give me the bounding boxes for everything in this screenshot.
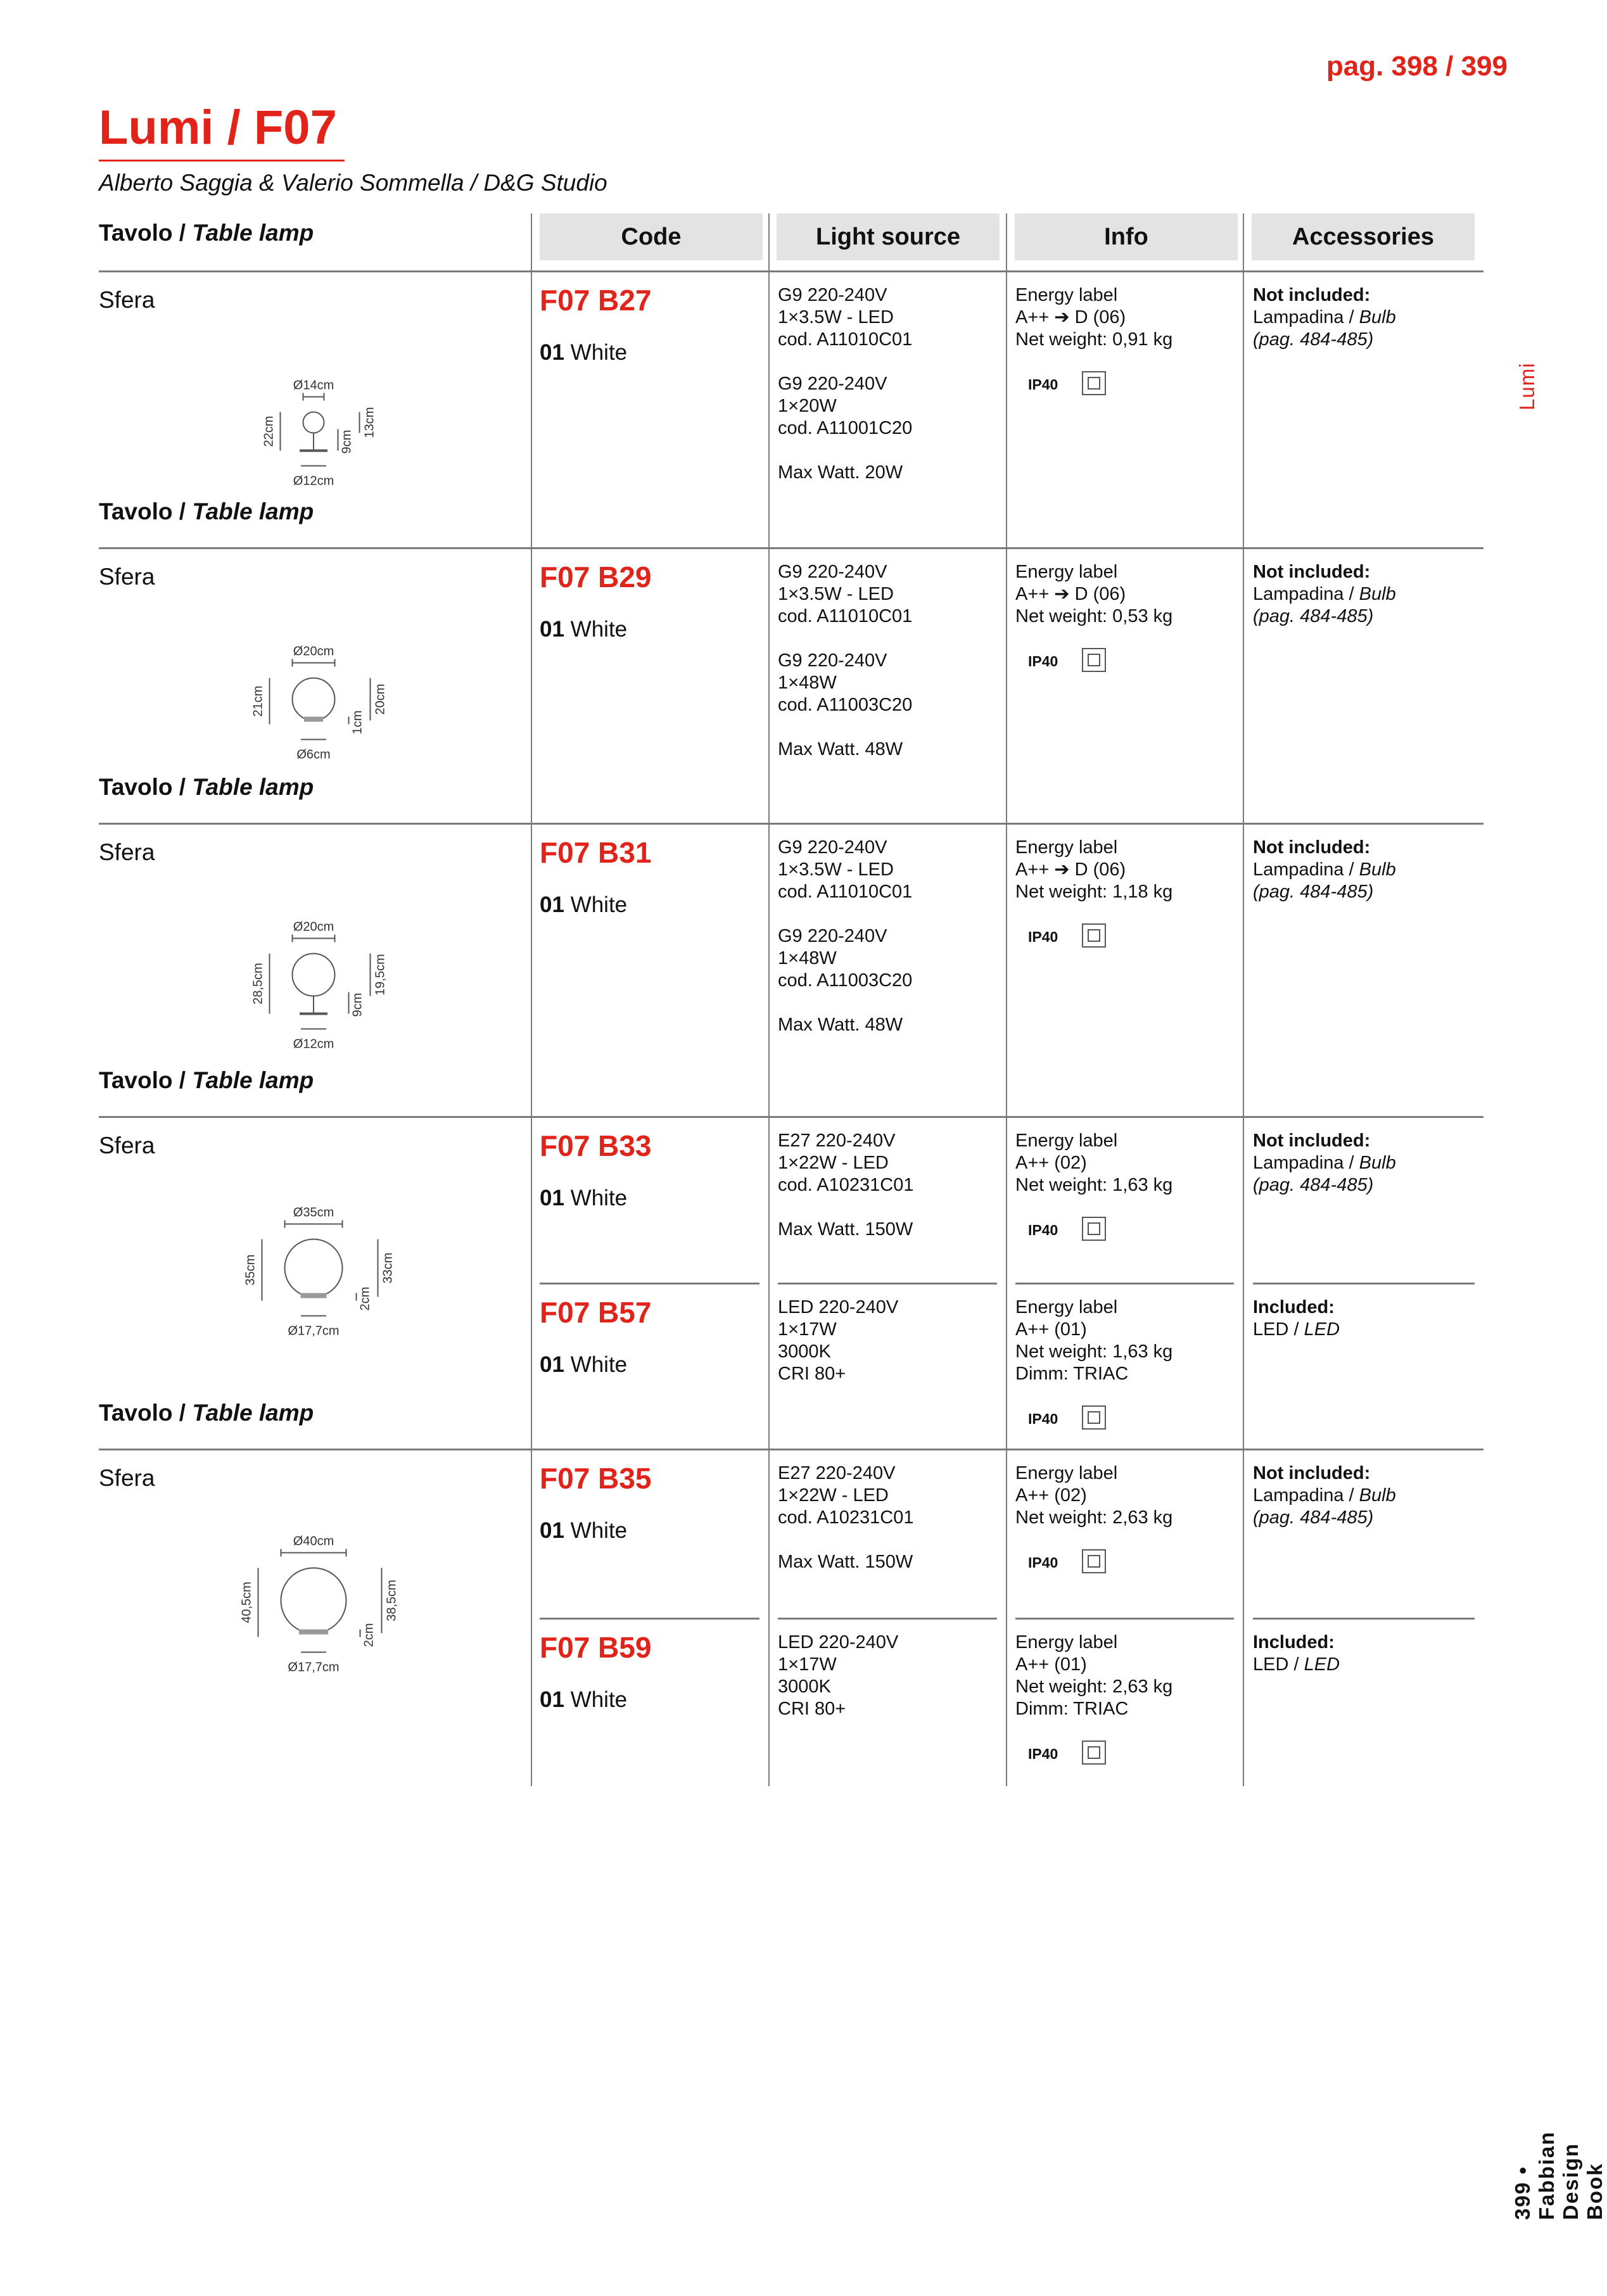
base-shape (304, 717, 323, 722)
info-text: Energy label A++ ➔ D (06) Net weight: 0,91 kg (1015, 285, 1173, 350)
category-label: Tavolo / Table lamp (99, 220, 314, 246)
product-name: Sfera (99, 1465, 155, 1491)
dim-label-bottom: Ø6cm (296, 747, 331, 762)
product-code: F07 B59 (540, 1630, 652, 1664)
column-divider (1006, 1449, 1007, 1786)
info-text: Energy label A++ (02) Net weight: 2,63 kg (1015, 1463, 1173, 1528)
category-en: Table lamp (192, 774, 314, 800)
column-divider (768, 213, 770, 547)
dim-label-left: 40,5cm (239, 1582, 254, 1623)
dim-label-right: 19,5cm (373, 954, 388, 996)
info-text: Energy label A++ (02) Net weight: 1,63 kg (1015, 1131, 1173, 1195)
accessory-en: LED (1304, 1319, 1340, 1340)
category-label (99, 498, 314, 525)
category-label (99, 774, 314, 801)
variant-divider (778, 1283, 997, 1284)
color-code: 01 (540, 892, 564, 917)
lamp-dimension-drawing (155, 327, 472, 505)
category-it: Tavolo (99, 774, 173, 800)
accessory-it: Lampadina (1253, 859, 1344, 880)
dim-label-top: Ø14cm (293, 378, 334, 393)
variant-divider (1015, 1618, 1234, 1620)
accessory-it: LED (1253, 1654, 1289, 1675)
row-divider (99, 1449, 1483, 1450)
accessories-title: Included: (1253, 1297, 1335, 1317)
light-source-text: LED 220-240V 1×17W 3000K CRI 80+ (778, 1632, 899, 1719)
accessory-en: LED (1304, 1654, 1340, 1675)
column-divider (1006, 1116, 1007, 1449)
category-label (99, 1067, 314, 1094)
globe-shape (303, 412, 324, 433)
color-name: White (570, 617, 628, 642)
column-divider (1243, 823, 1244, 1116)
color-code: 01 (540, 617, 564, 642)
light-source-text: E27 220-240V 1×22W - LED cod. A10231C01 Max Watt. 150W (778, 1463, 914, 1572)
column-divider (768, 547, 770, 823)
dim-label-right-small: 9cm (350, 993, 365, 1017)
info-text: Energy label A++ ➔ D (06) Net weight: 1,18 kg (1015, 837, 1173, 902)
product-code: F07 B33 (540, 1129, 652, 1162)
designer-credit: Alberto Saggia & Valerio Sommella / D&G Studio (99, 170, 607, 196)
variant-divider (778, 1618, 997, 1620)
lamp-dimension-drawing (155, 1173, 472, 1350)
color-code: 01 (540, 1687, 564, 1712)
dim-label-left: 28,5cm (251, 963, 265, 1005)
dim-label-top: Ø40cm (293, 1534, 334, 1549)
dim-label-bottom: Ø12cm (293, 1037, 334, 1051)
ip-class-icon (1082, 1405, 1106, 1430)
ip-rating: IP40 (1028, 1222, 1058, 1238)
sidebar-label: Lumi (1515, 362, 1539, 410)
category-en: Table lamp (192, 1067, 314, 1093)
dim-label-right: 33cm (381, 1252, 395, 1284)
row-divider (99, 547, 1483, 549)
dim-label-right: 13cm (362, 407, 377, 438)
ip-class-icon (1082, 1549, 1106, 1573)
dim-label-right-small: 2cm (362, 1623, 376, 1647)
accessories-title: Not included: (1253, 285, 1371, 305)
color-option (540, 617, 627, 642)
variant-divider (1253, 1283, 1475, 1284)
color-code: 01 (540, 1518, 564, 1543)
category-sep: / (172, 1400, 193, 1426)
row-divider (99, 1116, 1483, 1118)
column-divider (531, 1449, 532, 1786)
light-source-text: LED 220-240V 1×17W 3000K CRI 80+ (778, 1297, 899, 1384)
globe-shape (281, 1568, 346, 1633)
dim-label-left: 22cm (262, 415, 276, 447)
ip-rating: IP40 (1028, 929, 1058, 945)
ip-class-icon (1082, 1217, 1106, 1241)
page-number: pag. 398 / 399 (1326, 51, 1508, 82)
column-divider (1243, 213, 1244, 547)
column-divider (1243, 1116, 1244, 1449)
accessories-item: LED / LED (1253, 1319, 1340, 1340)
title-underline (99, 160, 345, 162)
dim-label-right: 20cm (373, 683, 388, 715)
color-option (540, 1518, 627, 1544)
column-divider (531, 1116, 532, 1449)
column-divider (1006, 823, 1007, 1116)
globe-shape (293, 954, 335, 996)
light-source-text: E27 220-240V 1×22W - LED cod. A10231C01 Max Watt. 150W (778, 1131, 914, 1240)
product-code: F07 B27 (540, 284, 652, 317)
color-name: White (570, 1186, 628, 1210)
column-divider (531, 547, 532, 823)
category-sep: / (172, 774, 193, 800)
accessory-it: Lampadina (1253, 1153, 1344, 1173)
header-accessories: Accessories (1252, 213, 1475, 260)
accessories-page-ref: (pag. 484-485) (1253, 329, 1374, 350)
ip-class-icon (1082, 923, 1106, 948)
category-sep: / (172, 498, 193, 524)
variant-divider (1015, 1283, 1234, 1284)
light-source-text: G9 220-240V 1×3.5W - LED cod. A11010C01 G9 220-240V 1×48W cod. A11003C20 Max Watt. 48W (778, 562, 913, 759)
ip-rating: IP40 (1028, 1745, 1058, 1762)
column-divider (531, 213, 532, 547)
dim-label-bottom: Ø17,7cm (288, 1660, 340, 1675)
ip-class-icon (1082, 371, 1106, 395)
product-name: Sfera (99, 1132, 155, 1158)
accessory-it: Lampadina (1253, 1485, 1344, 1506)
variant-divider (540, 1283, 759, 1284)
header-info: Info (1015, 213, 1238, 260)
color-option (540, 892, 627, 918)
globe-shape (285, 1240, 343, 1297)
dim-label-top: Ø20cm (293, 644, 334, 659)
column-divider (768, 1449, 770, 1786)
row-divider (99, 823, 1483, 825)
footer-page: 399 • Fabbian Design Book (1511, 2131, 1606, 2220)
ip-rating: IP40 (1028, 653, 1058, 669)
dim-label-bottom: Ø12cm (293, 474, 334, 488)
color-code: 01 (540, 340, 564, 365)
product-code: F07 B35 (540, 1462, 652, 1495)
product-name: Sfera (99, 564, 155, 590)
lamp-dimension-drawing (155, 604, 472, 782)
category-it: Tavolo (99, 1400, 173, 1426)
category-en: Table lamp (192, 1400, 314, 1426)
category-it: Tavolo (99, 1067, 173, 1093)
accessories-item: Lampadina / Bulb (1253, 1153, 1396, 1173)
ip-rating: IP40 (1028, 1410, 1058, 1427)
accessories-title: Not included: (1253, 1463, 1371, 1483)
product-code: F07 B29 (540, 561, 652, 593)
base-shape (301, 1293, 327, 1298)
accessories-page-ref: (pag. 484-485) (1253, 1507, 1374, 1528)
column-divider (531, 823, 532, 1116)
variant-divider (540, 1618, 759, 1620)
column-divider (1243, 1449, 1244, 1786)
accessories-item: Lampadina / Bulb (1253, 584, 1396, 604)
accessory-en: Bulb (1359, 859, 1396, 880)
column-divider (1006, 547, 1007, 823)
base-shape (299, 1630, 328, 1635)
dim-label-top: Ø20cm (293, 920, 334, 934)
color-option (540, 1186, 627, 1211)
color-name: White (570, 1352, 628, 1377)
dim-label-right-small: 9cm (340, 429, 354, 454)
accessory-it: Lampadina (1253, 307, 1344, 327)
info-text: Energy label A++ ➔ D (06) Net weight: 0,53 kg (1015, 562, 1173, 626)
accessory-en: Bulb (1359, 307, 1396, 327)
color-option (540, 1687, 627, 1713)
dim-label-right: 38,5cm (384, 1580, 399, 1621)
light-source-text: G9 220-240V 1×3.5W - LED cod. A11010C01 G9 220-240V 1×48W cod. A11003C20 Max Watt. 48W (778, 837, 913, 1035)
dim-label-right-small: 1cm (350, 710, 365, 735)
accessory-en: Bulb (1359, 1485, 1396, 1506)
accessories-title: Not included: (1253, 837, 1371, 858)
light-source-text: G9 220-240V 1×3.5W - LED cod. A11010C01 G9 220-240V 1×20W cod. A11001C20 Max Watt. 20W (778, 285, 913, 483)
variant-divider (1253, 1618, 1475, 1620)
column-divider (1243, 547, 1244, 823)
accessories-item: LED / LED (1253, 1654, 1340, 1675)
header-code: Code (540, 213, 763, 260)
accessories-page-ref: (pag. 484-485) (1253, 606, 1374, 626)
accessory-it: Lampadina (1253, 584, 1344, 604)
product-code: F07 B31 (540, 836, 652, 869)
product-name: Sfera (99, 287, 155, 313)
accessories-page-ref: (pag. 484-485) (1253, 1175, 1374, 1195)
color-code: 01 (540, 1186, 564, 1210)
color-code: 01 (540, 1352, 564, 1377)
color-option (540, 1352, 627, 1378)
column-divider (768, 1116, 770, 1449)
globe-shape (293, 678, 335, 721)
accessory-it: LED (1253, 1319, 1289, 1340)
dim-label-top: Ø35cm (293, 1205, 334, 1220)
category-sep: / (172, 1067, 193, 1093)
info-text: Energy label A++ (01) Net weight: 1,63 kg Dimm: TRIAC (1015, 1297, 1173, 1384)
header-light-source: Light source (777, 213, 1000, 260)
accessory-en: Bulb (1359, 1153, 1396, 1173)
accessories-item: Lampadina / Bulb (1253, 307, 1396, 327)
accessories-title: Not included: (1253, 562, 1371, 582)
color-name: White (570, 340, 628, 365)
lamp-dimension-drawing (155, 1506, 472, 1683)
color-name: White (570, 1687, 628, 1712)
accessories-item: Lampadina / Bulb (1253, 1485, 1396, 1506)
info-text: Energy label A++ (01) Net weight: 2,63 kg Dimm: TRIAC (1015, 1632, 1173, 1719)
category-it: Tavolo (99, 498, 173, 524)
color-name: White (570, 892, 628, 917)
ip-rating: IP40 (1028, 1554, 1058, 1571)
dim-label-left: 35cm (243, 1254, 258, 1286)
category-label (99, 1400, 314, 1426)
accessory-en: Bulb (1359, 584, 1396, 604)
color-name: White (570, 1518, 628, 1543)
product-code: F07 B57 (540, 1295, 652, 1329)
category-en: Table lamp (192, 498, 314, 524)
ip-class-icon (1082, 648, 1106, 672)
dim-label-left: 21cm (251, 685, 265, 717)
column-divider (1006, 213, 1007, 547)
row-divider (99, 270, 1483, 272)
accessories-title: Included: (1253, 1632, 1335, 1652)
color-option (540, 340, 627, 365)
ip-class-icon (1082, 1741, 1106, 1765)
accessories-title: Not included: (1253, 1131, 1371, 1151)
accessories-item: Lampadina / Bulb (1253, 859, 1396, 880)
column-divider (768, 823, 770, 1116)
accessories-page-ref: (pag. 484-485) (1253, 882, 1374, 902)
ip-rating: IP40 (1028, 376, 1058, 393)
page-title: Lumi / F07 (99, 101, 337, 155)
dim-label-bottom: Ø17,7cm (288, 1324, 340, 1338)
lamp-dimension-drawing (155, 880, 472, 1057)
product-name: Sfera (99, 839, 155, 865)
dim-label-right-small: 2cm (358, 1286, 372, 1311)
